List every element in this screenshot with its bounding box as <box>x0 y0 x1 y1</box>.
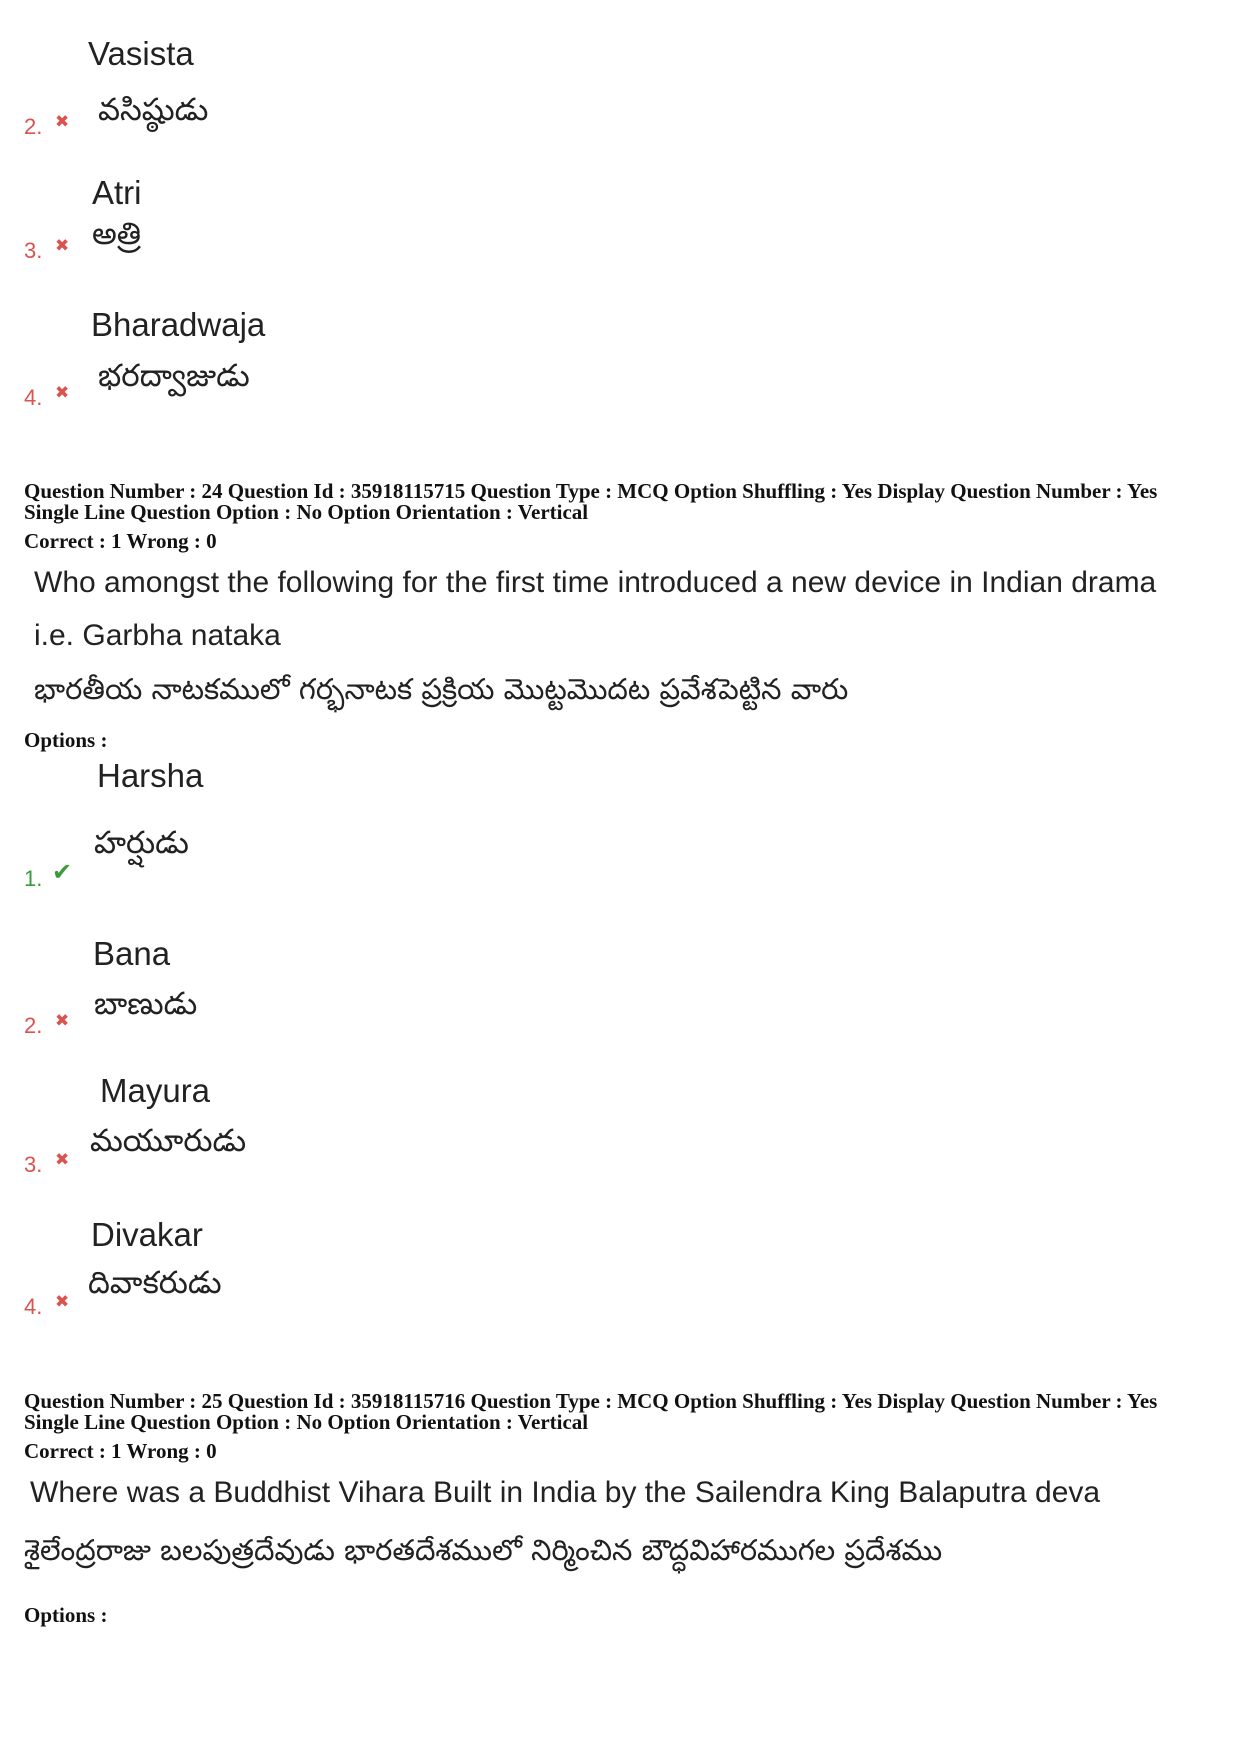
q24-option-2-english: Bana <box>93 935 171 972</box>
q25-meta-line-1: Question Number : 25 Question Id : 35918115716 Question Type : MCQ Option Shuffling : Yes Display Question Number : Yes <box>24 1389 1158 1413</box>
cross-mark-icon: ✖ <box>55 236 70 256</box>
prev-option-3-number: 3. <box>24 238 43 263</box>
q24-option-4-number: 4. <box>24 1294 43 1319</box>
prev-option-4-number: 4. <box>24 385 43 410</box>
q24-option-4-telugu: దివాకరుడు <box>88 1265 222 1301</box>
q24-option-3-number: 3. <box>24 1152 43 1177</box>
q24-option-2-number: 2. <box>24 1013 43 1038</box>
q24-meta-line-2: Single Line Question Option : No Option Orientation : Vertical <box>24 500 589 524</box>
prev-option-2-number: 2. <box>24 114 43 139</box>
q25-question-telugu: శైలేంద్రరాజు బలపుత్రదేవుడు భారతదేశములో నిర్మించిన బౌద్ధవిహారముగల ప్రదేశము <box>24 1533 943 1567</box>
prev-option-3-english: Atri <box>92 174 142 211</box>
prev-option-4-telugu: భరద్వాజుడు <box>98 358 250 394</box>
prev-option-2-telugu: వసిష్ఠుడు <box>98 92 209 128</box>
cross-mark-icon: ✖ <box>55 112 70 132</box>
q24-option-2-telugu: బాణుడు <box>94 986 198 1022</box>
prev-option-4-english: Bharadwaja <box>91 306 266 343</box>
q24-marks: Correct : 1 Wrong : 0 <box>24 529 217 553</box>
q24-question-english-line-2: i.e. Garbha nataka <box>34 619 281 652</box>
q25-marks: Correct : 1 Wrong : 0 <box>24 1439 217 1463</box>
q24-question-telugu: భారతీయ నాటకములో గర్భనాటక ప్రక్రియ మొట్టమొదట ప్రవేశపెట్టిన వారు <box>34 672 849 706</box>
q24-question-english-line-1: Who amongst the following for the first time introduced a new device in Indian drama <box>34 566 1157 599</box>
q24-option-3-english: Mayura <box>100 1072 211 1109</box>
check-mark-icon: ✔ <box>52 858 73 886</box>
cross-mark-icon: ✖ <box>55 1292 70 1312</box>
q25-question-english: Where was a Buddhist Vihara Built in India by the Sailendra King Balaputra deva <box>30 1476 1101 1509</box>
prev-option-3-telugu: అత్రి <box>92 216 142 252</box>
q25-options-label: Options : <box>24 1603 108 1627</box>
prev-option-2-english: Vasista <box>88 35 194 72</box>
q24-options-label: Options : <box>24 728 108 752</box>
cross-mark-icon: ✖ <box>55 383 70 403</box>
q24-option-3-telugu: మయూరుడు <box>90 1123 247 1159</box>
q24-meta-line-1: Question Number : 24 Question Id : 35918115715 Question Type : MCQ Option Shuffling : Yes Display Question Number : Yes <box>24 479 1158 503</box>
cross-mark-icon: ✖ <box>55 1011 70 1031</box>
q24-option-4-english: Divakar <box>91 1216 203 1253</box>
q25-meta-line-2: Single Line Question Option : No Option Orientation : Vertical <box>24 1410 589 1434</box>
q24-option-1-number: 1. <box>24 866 43 891</box>
q24-option-1-telugu: హర్షుడు <box>94 825 189 861</box>
q24-option-1-english: Harsha <box>97 757 204 794</box>
cross-mark-icon: ✖ <box>55 1150 70 1170</box>
